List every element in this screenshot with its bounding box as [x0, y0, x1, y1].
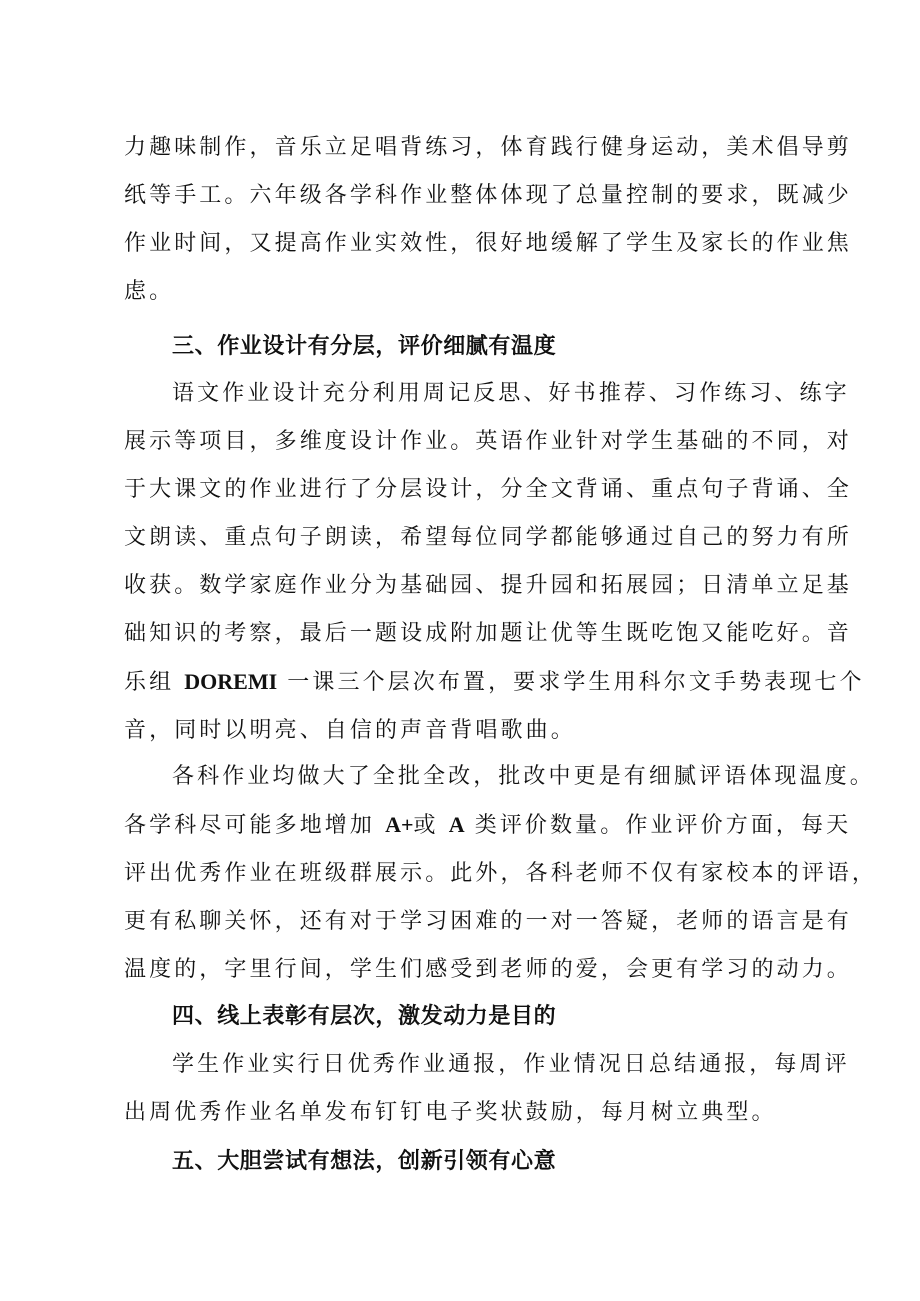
text-segment: 或	[413, 813, 449, 838]
paragraph-line: 展示等项目，多维度设计作业。英语作业针对学生基础的不同，对	[124, 429, 852, 454]
paragraph-line: 语文作业设计充分利用周记反思、好书推荐、习作练习、练字	[172, 381, 850, 406]
section-heading-4: 四、线上表彰有层次，激发动力是目的	[172, 1004, 557, 1029]
paragraph-line-mixed	[124, 658, 865, 707]
paragraph-line: 纸等手工。六年级各学科作业整体体现了总量控制的要求，既减少	[124, 183, 852, 208]
paragraph-line-mixed	[124, 801, 852, 850]
paragraph-3b	[124, 753, 878, 994]
paragraph-line: 温度的，字里行间，学生们感受到老师的爱，会更有学习的动力。	[124, 957, 852, 982]
paragraph-line: 虑。	[124, 279, 175, 304]
paragraph-line: 收获。数学家庭作业分为基础园、提升园和拓展园；日清单立足基	[124, 573, 852, 598]
paragraph-line: 学生作业实行日优秀作业通报，作业情况日总结通报，每周评	[172, 1052, 850, 1077]
paragraph-3a	[124, 370, 865, 755]
section-heading-5: 五、大胆尝试有想法，创新引领有心意	[172, 1149, 557, 1174]
paragraph-line: 各科作业均做大了全批全改，批改中更是有细腻评语体现温度。	[172, 764, 875, 789]
latin-term: DOREMI	[184, 669, 278, 694]
paragraph-4	[124, 1041, 850, 1137]
paragraph-line: 出周优秀作业名单发布钉钉电子奖状鼓励，每月树立典型。	[124, 1100, 777, 1125]
paragraph-line: 于大课文的作业进行了分层设计，分全文背诵、重点句子背诵、全	[124, 477, 852, 502]
section-heading-3: 三、作业设计有分层，评价细腻有温度	[172, 334, 557, 359]
latin-term: A	[448, 812, 465, 837]
paragraph-line: 更有私聊关怀，还有对于学习困难的一对一答疑，老师的语言是有	[124, 909, 852, 934]
paragraph-line: 文朗读、重点句子朗读，希望每位同学都能够通过自己的努力有所	[124, 525, 852, 550]
text-segment: 类评价数量。作业评价方面，每天	[464, 813, 852, 838]
paragraph-line: 评出优秀作业在班级群展示。此外，各科老师不仅有家校本的评语，	[124, 861, 878, 886]
paragraph-line: 音，同时以明亮、自信的声音背唱歌曲。	[124, 718, 576, 743]
paragraph-line: 力趣味制作，音乐立足唱背练习，体育践行健身运动，美术倡导剪	[124, 135, 852, 160]
text-segment: 一课三个层次布置，要求学生用科尔文手势表现七个	[277, 670, 865, 695]
paragraph-continuation	[124, 124, 852, 316]
latin-term: A+	[385, 812, 414, 837]
paragraph-line: 作业时间，又提高作业实效性，很好地缓解了学生及家长的作业焦	[124, 231, 852, 256]
paragraph-line: 础知识的考察，最后一题设成附加题让优等生既吃饱又能吃好。音	[124, 621, 852, 646]
text-segment: 各学科尽可能多地增加	[124, 813, 386, 838]
text-segment: 乐组	[124, 670, 185, 695]
